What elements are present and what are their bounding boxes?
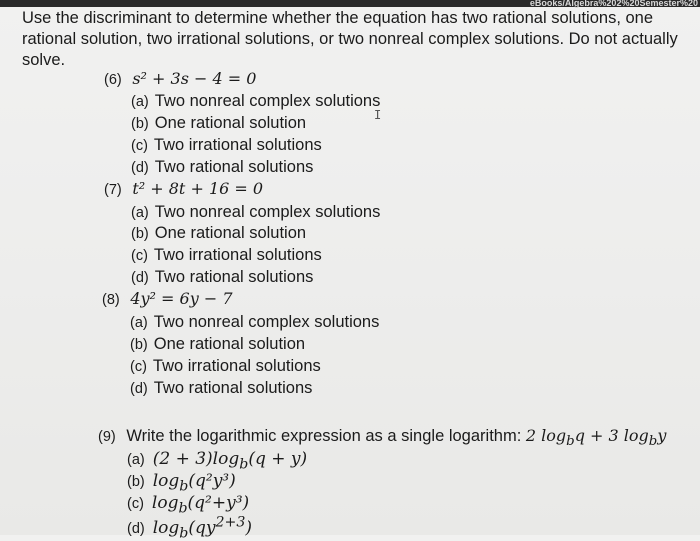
question-equation: s² + 3s − 4 = 0 [132,69,257,88]
question-number: (7) [104,182,122,198]
option-label: (c) [130,359,147,375]
option-label: (d) [131,160,149,176]
option-text: Two irrational solutions [153,246,322,264]
option-text: $(2 + 3)\log_b(q + y)$ [152,449,308,473]
option-label: (b) [131,226,149,242]
option-label: (d) [130,381,148,397]
option-6b[interactable] [131,114,306,133]
option-text: $\log_b(q^2+y^3)$ [151,493,250,517]
question-8 [102,289,233,309]
option-text: Two rational solutions [154,158,314,176]
question-equation: 4y² = 6y − 7 [130,289,233,308]
option-7d[interactable] [131,268,313,287]
option-9b[interactable] [127,471,236,494]
option-text: $\log_b(q^2y^3)$ [152,471,236,495]
option-9c[interactable] [127,493,249,516]
question-7 [104,179,263,199]
option-text: Two irrational solutions [152,357,321,375]
text-cursor-icon: I [374,108,382,122]
option-8a[interactable] [130,313,379,332]
browser-url-bar [0,0,700,7]
option-text: One rational solution [153,335,306,353]
option-text: Two irrational solutions [153,136,322,154]
question-number: (6) [104,72,122,88]
question-number: (9) [98,429,116,445]
option-label: (c) [131,248,148,264]
option-6a[interactable] [131,92,380,111]
option-label: (d) [131,270,149,286]
option-text: Two nonreal complex solutions [154,203,381,221]
option-8b[interactable] [130,335,305,354]
option-label: (c) [131,138,148,154]
option-9a[interactable] [127,449,307,472]
option-text: One rational solution [154,114,307,132]
option-text: Two nonreal complex solutions [154,92,381,110]
question-equation: t² + 8t + 16 = 0 [132,179,264,198]
option-label: (d) [127,520,145,537]
option-7b[interactable] [131,224,306,243]
question-prompt: Write the logarithmic expression as a single logarithm: [126,427,522,445]
option-8d[interactable] [130,379,312,398]
option-label: (a) [131,94,149,110]
option-text: Two rational solutions [154,268,314,286]
question-6 [104,69,256,89]
option-label: (b) [127,474,145,490]
option-label: (a) [127,452,145,468]
option-7c[interactable] [131,246,322,265]
option-text: One rational solution [154,224,307,242]
option-label: (a) [131,205,149,221]
option-6d[interactable] [131,158,313,177]
question-expression: 2 $\log_bq + 3$ $\log_by$ [525,426,667,450]
option-text: Two nonreal complex solutions [153,313,380,331]
option-text: Two rational solutions [153,379,313,397]
option-label: (c) [127,496,144,512]
option-label: (b) [131,116,149,132]
question-9 [98,426,666,449]
option-8c[interactable] [130,357,321,376]
url-text: eBooks/Algebra%202%20Semester%20 [529,0,698,8]
option-label: (b) [130,337,148,353]
option-7a[interactable] [131,203,380,222]
instructions-text: Use the discriminant to determine whether the equation has two rational solutions, one rational solution, two irrational solutions, or two nonreal complex solutions. Do not actually solve. [22,9,678,69]
option-6c[interactable] [131,136,322,155]
question-number: (8) [102,292,120,308]
option-label: (a) [130,315,148,331]
option-text: $\log_b(qy^{2+3})$ [152,514,252,541]
option-9d[interactable] [127,514,252,541]
